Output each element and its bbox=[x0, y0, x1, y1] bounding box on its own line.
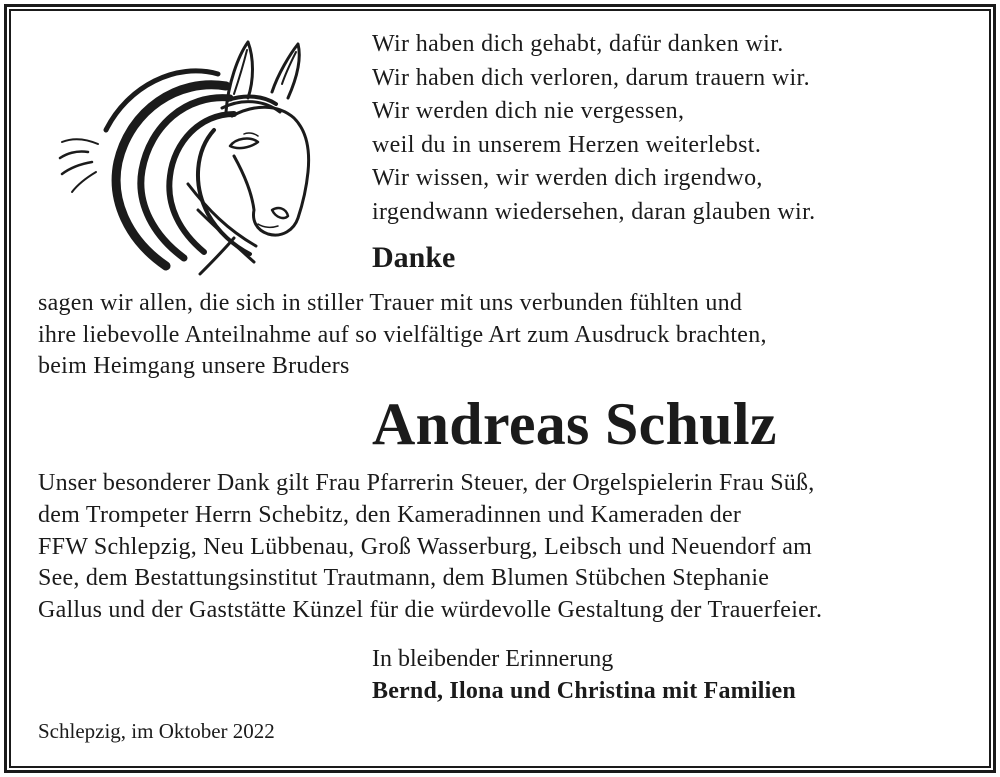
poem-line: Wir wissen, wir werden dich irgendwo, bbox=[372, 165, 763, 191]
poem bbox=[372, 28, 932, 229]
closing-line: In bleibender Erinnerung bbox=[372, 646, 614, 672]
thanks-line: FFW Schlepzig, Neu Lübbenau, Groß Wasserburg, Leibsch und Neuendorf am bbox=[38, 533, 813, 560]
deceased-name: Andreas Schulz bbox=[372, 391, 777, 457]
family-signature: Bernd, Ilona und Christina mit Familien bbox=[372, 678, 796, 704]
thanks-line: Unser besonderer Dank gilt Frau Pfarrerin Steuer, der Orgelspielerin Frau Süß, bbox=[38, 470, 815, 496]
poem-line: irgendwann wiedersehen, daran glauben wir. bbox=[372, 198, 816, 225]
intro-line: beim Heimgang unsere Bruders bbox=[38, 353, 350, 379]
thanks-line: Gallus und der Gaststätte Künzel für die würdevolle Gestaltung der Trauerfeier. bbox=[38, 597, 823, 624]
intro-line: sagen wir allen, die sich in stiller Trauer mit uns verbunden fühlten und bbox=[38, 290, 743, 316]
poem-line: Wir haben dich gehabt, dafür danken wir. bbox=[372, 31, 784, 57]
poem-line: Wir haben dich verloren, darum trauern wir. bbox=[372, 64, 810, 91]
thanks-line: See, dem Bestattungsinstitut Trautmann, dem Blumen Stübchen Stephanie bbox=[38, 565, 770, 592]
horse-head-icon bbox=[58, 34, 328, 276]
poem-line: weil du in unserem Herzen weiterlebst. bbox=[372, 131, 762, 158]
intro-text bbox=[38, 288, 938, 383]
heading-danke: Danke bbox=[372, 241, 456, 274]
thanks-text bbox=[38, 468, 958, 627]
intro-line: ihre liebevolle Anteilnahme auf so vielfältige Art zum Ausdruck brachten, bbox=[38, 321, 767, 348]
place-date: Schlepzig, im Oktober 2022 bbox=[38, 719, 275, 743]
thanks-line: dem Trompeter Herrn Schebitz, den Kameradinnen und Kameraden der bbox=[38, 501, 742, 528]
poem-line: Wir werden dich nie vergessen, bbox=[372, 98, 685, 124]
